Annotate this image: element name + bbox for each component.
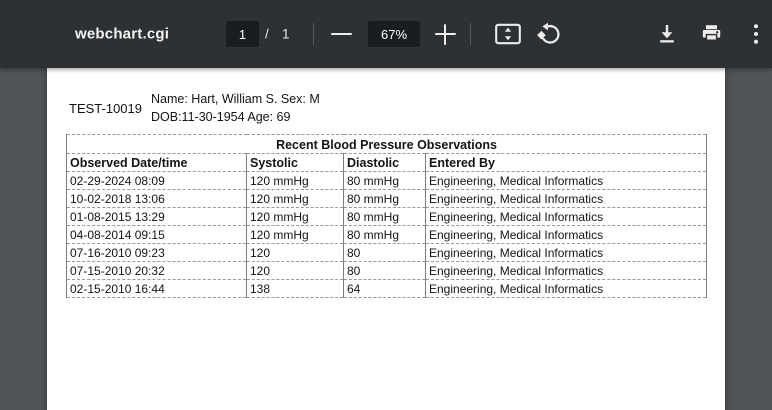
cell-diastolic: 80 (344, 244, 426, 262)
table-row (67, 190, 707, 208)
cell-observed: 07-15-2010 20:32 (67, 262, 247, 280)
cell-entered-by: Engineering, Medical Informatics (426, 244, 707, 262)
toolbar-separator (313, 23, 314, 45)
cell-entered-by: Engineering, Medical Informatics (426, 262, 707, 280)
page-separator: / (265, 26, 269, 42)
cell-diastolic: 80 (344, 262, 426, 280)
print-button[interactable] (695, 19, 727, 49)
cell-observed: 10-02-2018 13:06 (67, 190, 247, 208)
zoom-out-button[interactable] (328, 21, 354, 47)
minus-icon (331, 33, 352, 36)
col-header-diastolic: Diastolic (344, 154, 426, 172)
cell-observed: 02-15-2010 16:44 (67, 280, 247, 298)
col-header-entered-by: Entered By (426, 154, 707, 172)
cell-observed: 07-16-2010 09:23 (67, 244, 247, 262)
fit-to-page-icon (494, 22, 522, 46)
cell-systolic: 120 (247, 244, 344, 262)
page-number-input[interactable] (226, 21, 259, 47)
download-button[interactable] (652, 19, 682, 49)
fit-to-page-button[interactable] (492, 19, 524, 49)
vertical-ellipsis-icon (753, 22, 759, 46)
pdf-toolbar (0, 0, 772, 68)
document-title: webchart.cgi (75, 25, 170, 43)
cell-diastolic: 80 mmHg (344, 190, 426, 208)
bp-observations-table (66, 134, 707, 298)
patient-id: TEST-10019 (69, 101, 142, 116)
cell-entered-by: Engineering, Medical Informatics (426, 172, 707, 190)
patient-info-line1: Name: Hart, William S. Sex: M (151, 92, 320, 106)
patient-header (69, 91, 725, 126)
cell-systolic: 120 mmHg (247, 208, 344, 226)
pdf-page (47, 68, 725, 410)
rotate-button[interactable] (533, 19, 565, 49)
cell-observed: 01-08-2015 13:29 (67, 208, 247, 226)
cell-systolic: 120 mmHg (247, 172, 344, 190)
col-header-observed: Observed Date/time (67, 154, 247, 172)
cell-entered-by: Engineering, Medical Informatics (426, 226, 707, 244)
rotate-ccw-icon (536, 21, 563, 48)
download-icon (655, 22, 679, 46)
zoom-level[interactable]: 67% (368, 21, 420, 47)
table-row (67, 262, 707, 280)
menu-button[interactable] (24, 21, 50, 47)
page-count-label: 1 (282, 26, 290, 42)
table-title-row (67, 135, 707, 154)
cell-diastolic: 80 mmHg (344, 226, 426, 244)
patient-info (151, 91, 320, 126)
table-title: Recent Blood Pressure Observations (67, 135, 707, 154)
toolbar-separator (470, 23, 471, 45)
cell-entered-by: Engineering, Medical Informatics (426, 190, 707, 208)
plus-icon (435, 24, 456, 45)
cell-systolic: 120 (247, 262, 344, 280)
table-row (67, 208, 707, 226)
cell-diastolic: 80 mmHg (344, 172, 426, 190)
table-header-row (67, 154, 707, 172)
pdf-viewport[interactable] (0, 68, 772, 410)
table-row (67, 280, 707, 298)
cell-systolic: 138 (247, 280, 344, 298)
patient-info-line2: DOB:11-30-1954 Age: 69 (151, 109, 291, 124)
cell-entered-by: Engineering, Medical Informatics (426, 208, 707, 226)
col-header-systolic: Systolic (247, 154, 344, 172)
more-options-button[interactable] (746, 19, 766, 49)
table-row (67, 172, 707, 190)
cell-observed: 02-29-2024 08:09 (67, 172, 247, 190)
cell-systolic: 120 mmHg (247, 226, 344, 244)
cell-observed: 04-08-2014 09:15 (67, 226, 247, 244)
table-row (67, 226, 707, 244)
table-row (67, 244, 707, 262)
cell-diastolic: 64 (344, 280, 426, 298)
cell-diastolic: 80 mmHg (344, 208, 426, 226)
cell-entered-by: Engineering, Medical Informatics (426, 280, 707, 298)
zoom-in-button[interactable] (432, 21, 458, 47)
print-icon (699, 22, 724, 46)
cell-systolic: 120 mmHg (247, 190, 344, 208)
